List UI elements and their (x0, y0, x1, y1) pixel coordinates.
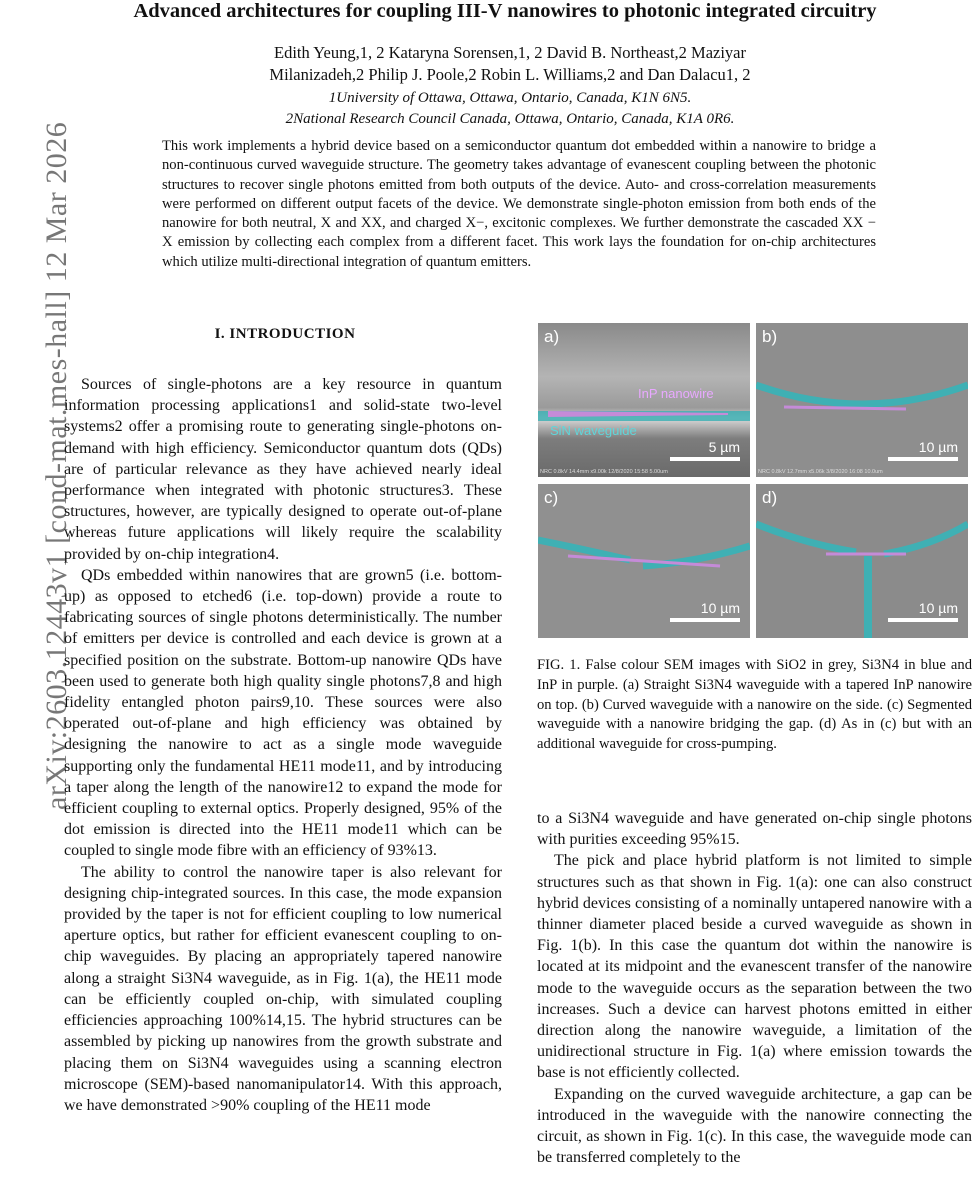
arxiv-stamp (4, 121, 73, 810)
figure-caption: FIG. 1. False colour SEM images with SiO2 in grey, Si3N4 in blue and InP in purple. (a) Straight Si3N4 waveguide with a tapered InP nanowire on top. (b) Curved waveguide with a nanowire on the side. (c) Segmented waveguide with a nanowire bridging the gap. (d) As in (c) but with an additional waveguide for cross-pumping. (537, 657, 972, 753)
authors-line-2: Milanizadeh,2 Philip J. Poole,2 Robin L. Williams,2 and Dan Dalacu1, 2 (269, 65, 751, 84)
scale-label: 10 µm (918, 600, 958, 616)
panel-label: a) (544, 327, 560, 346)
cross-pump-waveguide-shape (864, 556, 872, 638)
sem-panel-c (538, 484, 750, 638)
paper-title: Advanced architectures for coupling III-V nanowires to photonic integrated circuitry (133, 0, 877, 22)
waveguide-shape (756, 385, 968, 404)
right-column (537, 808, 972, 1168)
sem-panel-b (756, 323, 968, 477)
paragraph: QDs embedded within nanowires that are grown5 (i.e. bottom-up) as opposed to etched6 (i.e. top-down) provide a route to fabricating sources of single photons deterministically. The number of emitters per device is controlled and each device is grown at a specified position on the substrate. Bottom-up nanowire QDs have been used to generate both high quality single photons7,8 and high fidelity entangled photon pairs9,10. These sources were also operated out-of-plane and high efficiency was obtained by designing the nanowire to act as a single mode waveguide supporting only the fundamental HE11 mode11, and by introducing a taper along the length of the nanowire12 to expand the mode for efficient coupling to external optics. Properly designed, 95% of the dot emission is directed into the HE11 mode11 which can be coupled to single mode fibre with an efficiency of 93%13. (64, 566, 502, 860)
affiliation-1: 1University of Ottawa, Ottawa, Ontario, Canada, K1N 6N5. (328, 90, 692, 106)
scale-bar (888, 618, 958, 622)
nanowire-shape (784, 407, 906, 409)
panel-label: d) (762, 488, 778, 507)
figure-1 (538, 323, 972, 653)
scale-label: 5 µm (708, 439, 740, 455)
paragraph: The pick and place hybrid platform is not limited to simple structures such as that shown in Fig. 1(a): one can also construct hybrid devices consisting of a nominally untapered nanowire with a thinner diameter placed beside a curved waveguide as shown in Fig. 1(b). In this case the quantum dot within the nanowire is located at its midpoint and the evanescent transfer of the nanowire mode to the waveguide occurs as the separation between the two increases. Such a device can harvest photons emitted in either direction along the nanowire waveguide, a limitation of the unidirectional structure in Fig. 1(a) where emission towards the base is not efficiently collected. (537, 852, 972, 1082)
waveguide-shape (884, 524, 968, 554)
affiliation-2: 2National Research Council Canada, Ottawa, Ontario, Canada, K1A 0R6. (285, 111, 735, 127)
waveguide-shape (756, 524, 856, 552)
sem-metadata: NRC 0.8kV 14.4mm x9.00k 12/8/2020 15:58 5.00um (540, 469, 668, 475)
abstract: This work implements a hybrid device based on a semiconductor quantum dot embedded within a nanowire to bridge a non-continuous curved waveguide structure. The geometry takes advantage of evanescent coupling between the photonic structures to recover single photons emitted from both outputs of the device. Auto- and cross-correlation measurements were performed on different output facets of the device. We demonstrate single-photon emission from both ends of the nanowire for both neutral, X and XX, and charged X−, excitonic complexes. We further demonstrate the cascaded XX − X emission by collecting each complex from a different facet. This work lays the foundation for on-chip architectures which utilize multi-directional integration of quantum emitters. (162, 138, 876, 270)
waveguide-label: SiN waveguide (550, 423, 637, 438)
scale-bar (670, 618, 740, 622)
panel-label: c) (544, 488, 559, 507)
scale-bar (670, 457, 740, 461)
panel-label: b) (762, 327, 778, 346)
sem-panel-d (756, 484, 968, 638)
sem-panel-a (538, 323, 750, 477)
authors (200, 42, 820, 86)
section-heading: I. INTRODUCTION (214, 326, 356, 342)
scale-label: 10 µm (700, 600, 740, 616)
sem-metadata: NRC 0.8kV 12.7mm x5.06k 3/8/2020 16:08 10.0um (758, 469, 883, 475)
nanowire-label: InP nanowire (638, 386, 714, 401)
authors-line-1: Edith Yeung,1, 2 Kataryna Sorensen,1, 2 David B. Northeast,2 Maziyar (274, 43, 746, 62)
left-column (64, 374, 502, 1116)
arxiv-id: arXiv:2603.12443v1 [cond-mat.mes-hall] 12 Mar 2026 (40, 121, 73, 810)
paragraph: Expanding on the curved waveguide architecture, a gap can be introduced in the waveguide with the nanowire connecting the circuit, as shown in Fig. 1(c). In this case, the waveguide mode can be transferred completely to the (537, 1085, 972, 1167)
affiliations (200, 88, 820, 130)
paragraph: to a Si3N4 waveguide and have generated on-chip single photons with purities exceeding 95%15. (537, 810, 972, 849)
scale-label: 10 µm (918, 439, 958, 455)
paragraph: The ability to control the nanowire taper is also relevant for designing chip-integrated sources. In this case, the mode expansion provided by the taper is not for efficient coupling to low numerical aperture optics, but rather for efficient evanescent coupling to on-chip waveguides. By placing an appropriately tapered nanowire along a straight Si3N4 waveguide, as in Fig. 1(a), the HE11 mode can be efficiently coupled on-chip, with simulated coupling efficiencies approaching 100%14,15. The hybrid structures can be assembled by picking up nanowires from the growth substrate and placing them on Si3N4 waveguides using a scanning electron microscope (SEM)-based nanomanipulator14. With this approach, we have demonstrated >90% coupling of the HE11 mode (64, 863, 502, 1114)
scale-bar (888, 457, 958, 461)
paragraph: Sources of single-photons are a key resource in quantum information processing applications1 and solid-state two-level systems2 offer a promising route to generating single-photons on-demand with high efficiency. Semiconductor quantum dots (QDs) are of particular relevance as they have achieved nearly ideal performance when integrated with photonic structures3. These structures, however, are typically designed to operate out-of-plane whereas future applications will likely require the scalability provided by on-chip integration4. (64, 376, 502, 563)
